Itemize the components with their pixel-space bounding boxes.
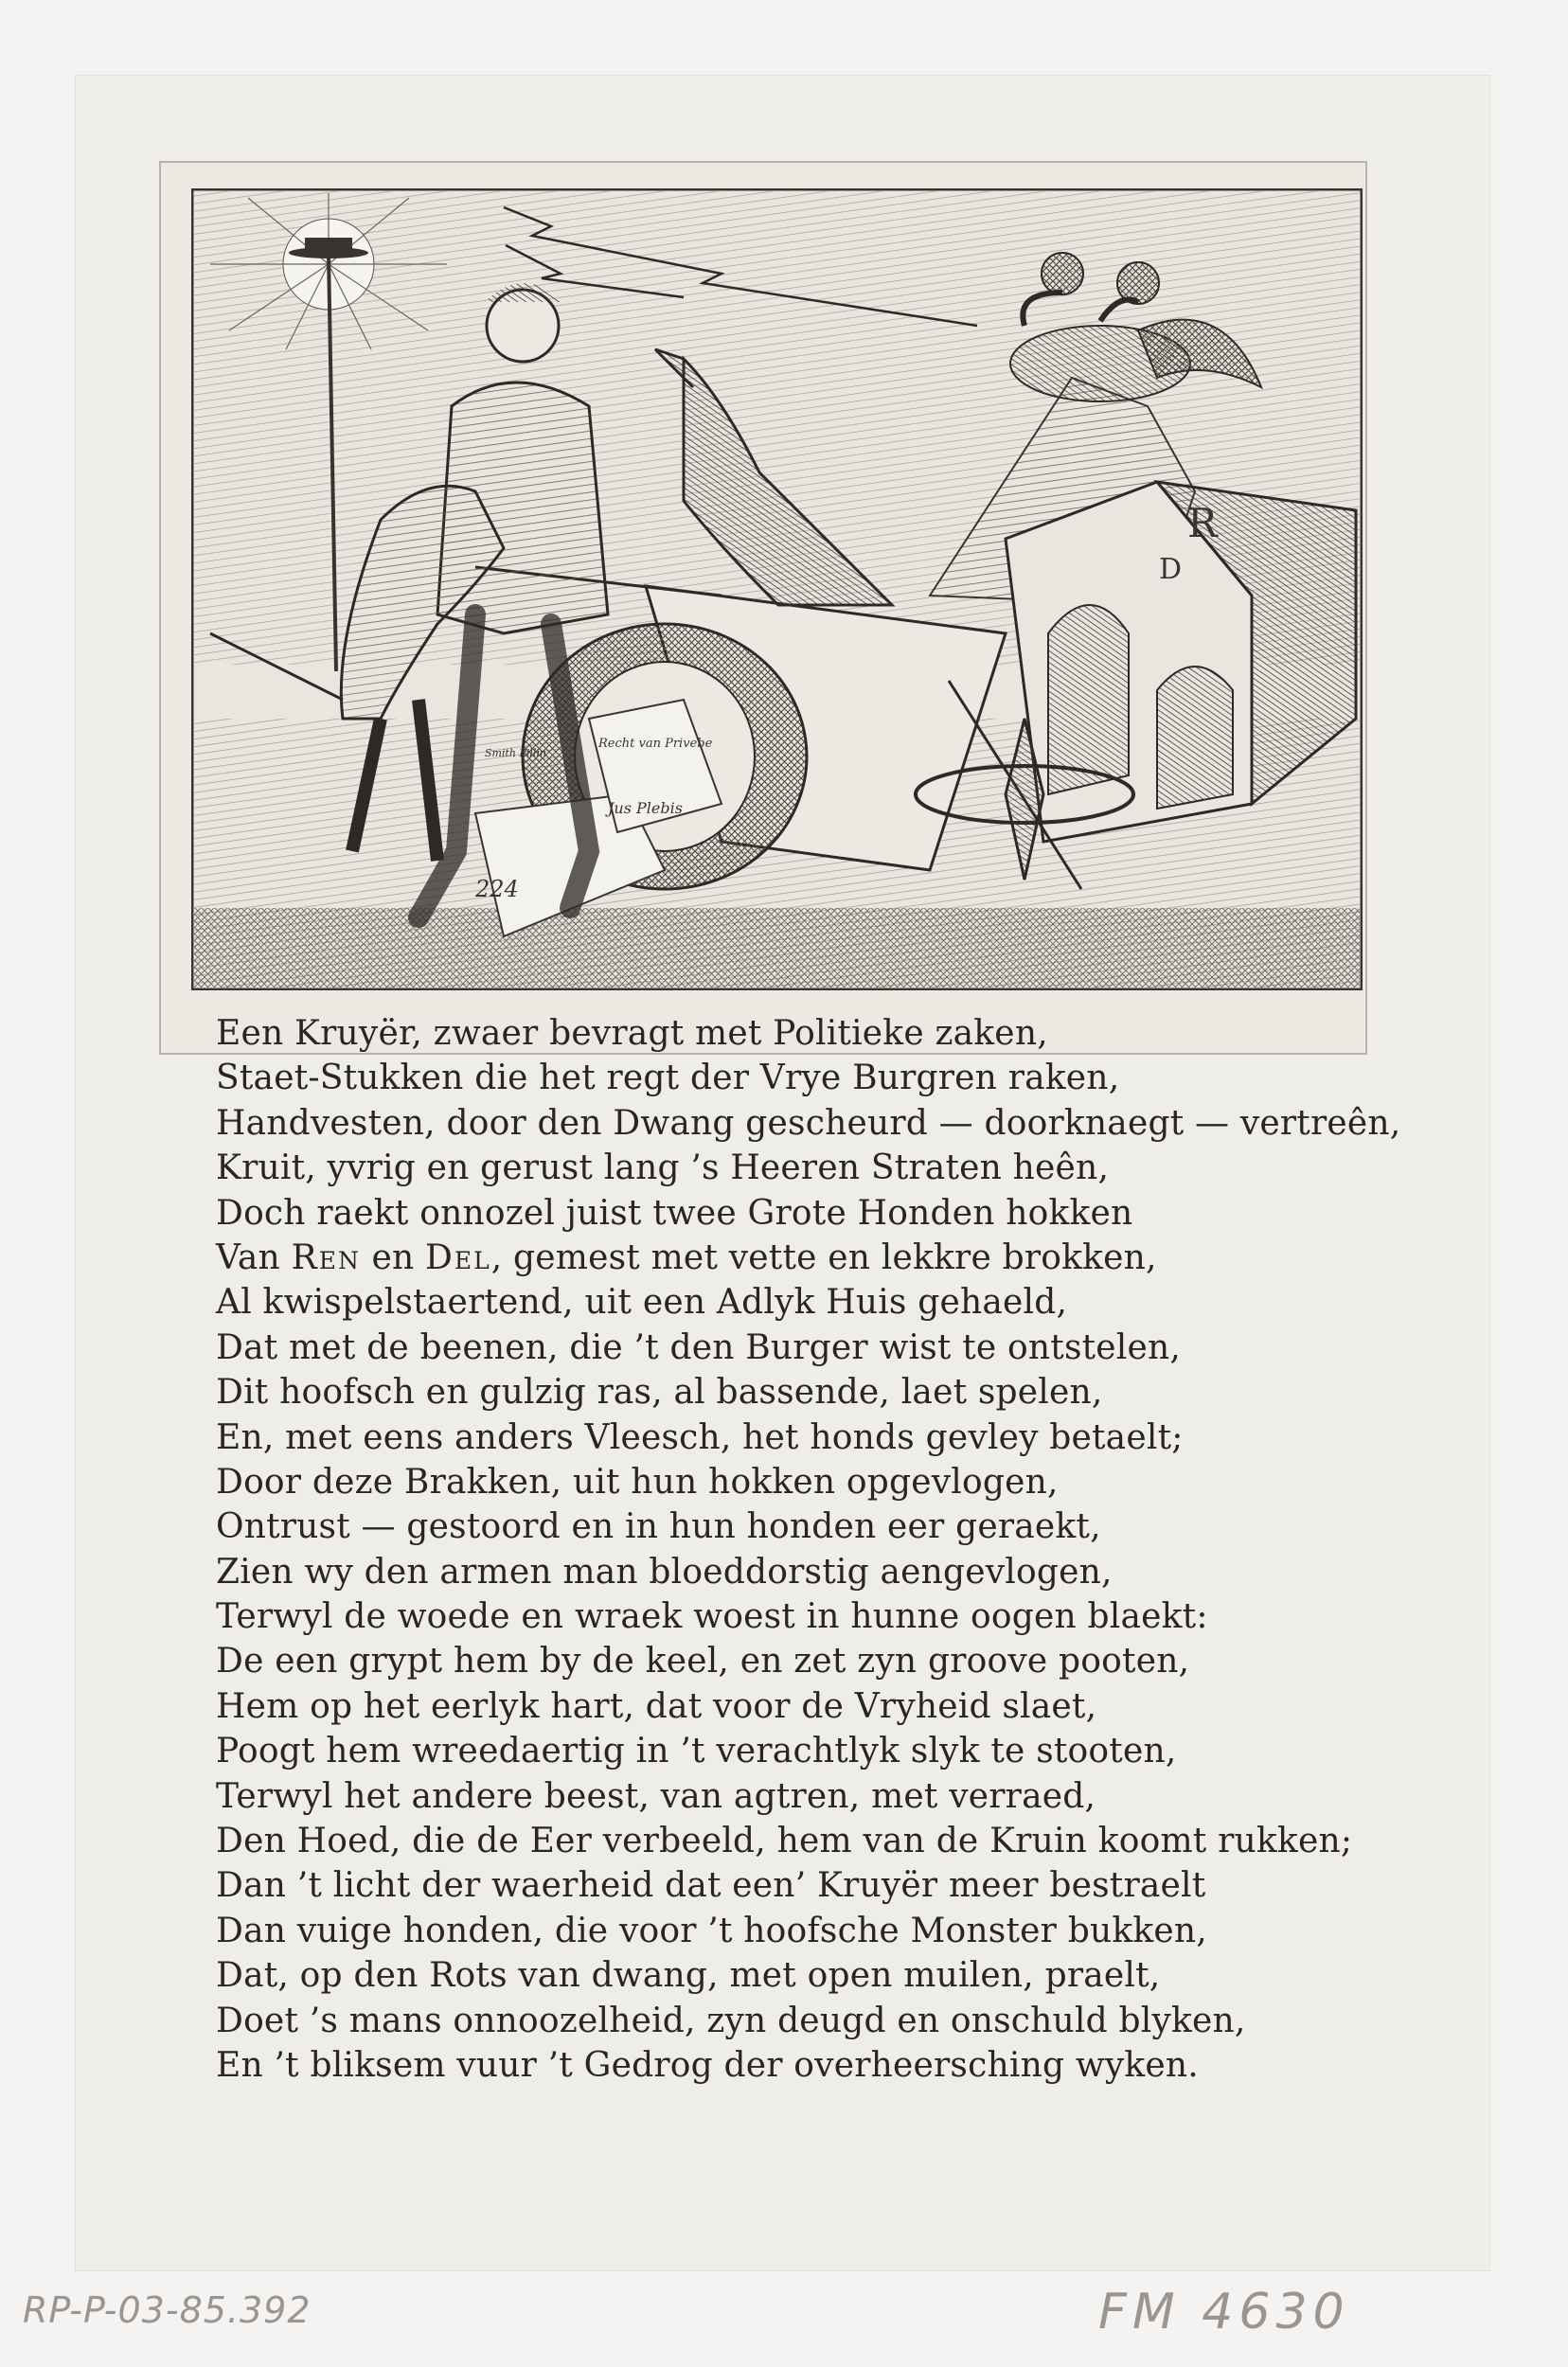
poem-line: Dan vuige honden, die voor ’t hoofsche Monster bukken, bbox=[216, 1911, 1207, 1950]
poem-line: Dan ’t licht der waerheid dat een’ Kruyër meer bestraelt bbox=[216, 1866, 1206, 1906]
poem-line: Poogt hem wreedaertig in ’t verachtlyk slyk te stooten, bbox=[216, 1732, 1177, 1771]
poem-line: Doet ’s mans onnoozelheid, zyn deugd en onschuld blyken, bbox=[216, 2001, 1246, 2040]
poem-text bbox=[216, 1011, 1456, 2088]
poem-line: De een grypt hem by de keel, en zet zyn groove pooten, bbox=[216, 1642, 1190, 1682]
inventory-number: RP-P-03-85.392 bbox=[23, 2289, 312, 2331]
poem-line: Terwyl de woede en wraek woest in hunne oogen blaekt: bbox=[216, 1597, 1208, 1637]
poem-line: Al kwispelstaertend, uit een Adlyk Huis gehaeld, bbox=[216, 1283, 1068, 1323]
poem-line: Doch raekt onnozel juist twee Grote Honden hokken bbox=[216, 1193, 1133, 1233]
name-del: Del bbox=[425, 1237, 491, 1277]
poem-line: Kruit, yvrig en gerust lang ’s Heeren Straten heên, bbox=[216, 1148, 1110, 1188]
kennel-letter-d: D bbox=[1159, 553, 1183, 586]
kennel-letter-r: R bbox=[1187, 500, 1218, 546]
poem-line: Door deze Brakken, uit hun hokken opgevlogen, bbox=[216, 1462, 1059, 1502]
poem-line: Ontrust — gestoord en in hun honden eer geraekt, bbox=[216, 1507, 1101, 1547]
poem-line: Dit hoofsch en gulzig ras, al bassende, laet spelen, bbox=[216, 1373, 1103, 1413]
poem-line: Dat, op den Rots van dwang, met open muilen, praelt, bbox=[216, 1956, 1161, 1996]
name-ren: Ren bbox=[291, 1237, 361, 1277]
poem-line: Van Ren en Del, gemest met vette en lekkre brokken, bbox=[216, 1237, 1157, 1277]
poem-line: Den Hoed, die de Eer verbeeld, hem van de Kruin koomt rukken; bbox=[216, 1822, 1353, 1861]
poem-line: Staet-Stukken die het regt der Vrye Burgren raken, bbox=[216, 1059, 1120, 1098]
poem-line: Handvesten, door den Dwang gescheurd — doorknaegt — vertreên, bbox=[216, 1103, 1401, 1143]
poem-line: Terwyl het andere beest, van agtren, met verraed, bbox=[216, 1776, 1096, 1816]
collection-mark: FM 4630 bbox=[1098, 2284, 1350, 2340]
poem-line: Hem op het eerlyk hart, dat voor de Vryheid slaet, bbox=[216, 1686, 1097, 1726]
paper-label-plebis: Jus Plebis bbox=[608, 799, 683, 817]
poem-line: En, met eens anders Vleesch, het honds gevley betaelt; bbox=[216, 1417, 1184, 1457]
poem-line: Een Kruyër, zwaer bevragt met Politieke zaken, bbox=[216, 1014, 1048, 1053]
paper-label-rights: Recht van Privebe bbox=[598, 737, 713, 751]
poem-line: Dat met de beenen, die ’t den Burger wist te ontstelen, bbox=[216, 1327, 1182, 1367]
poem-line: En ’t bliksem vuur ’t Gedrog der overheersching wyken. bbox=[216, 2045, 1199, 2085]
poem-line: Zien wy den armen man bloeddorstig aengevlogen, bbox=[216, 1552, 1113, 1592]
paper-number-label: 224 bbox=[475, 876, 519, 902]
etching-illustration bbox=[191, 188, 1363, 990]
paper-label-small: Smith Pillin bbox=[485, 747, 547, 759]
